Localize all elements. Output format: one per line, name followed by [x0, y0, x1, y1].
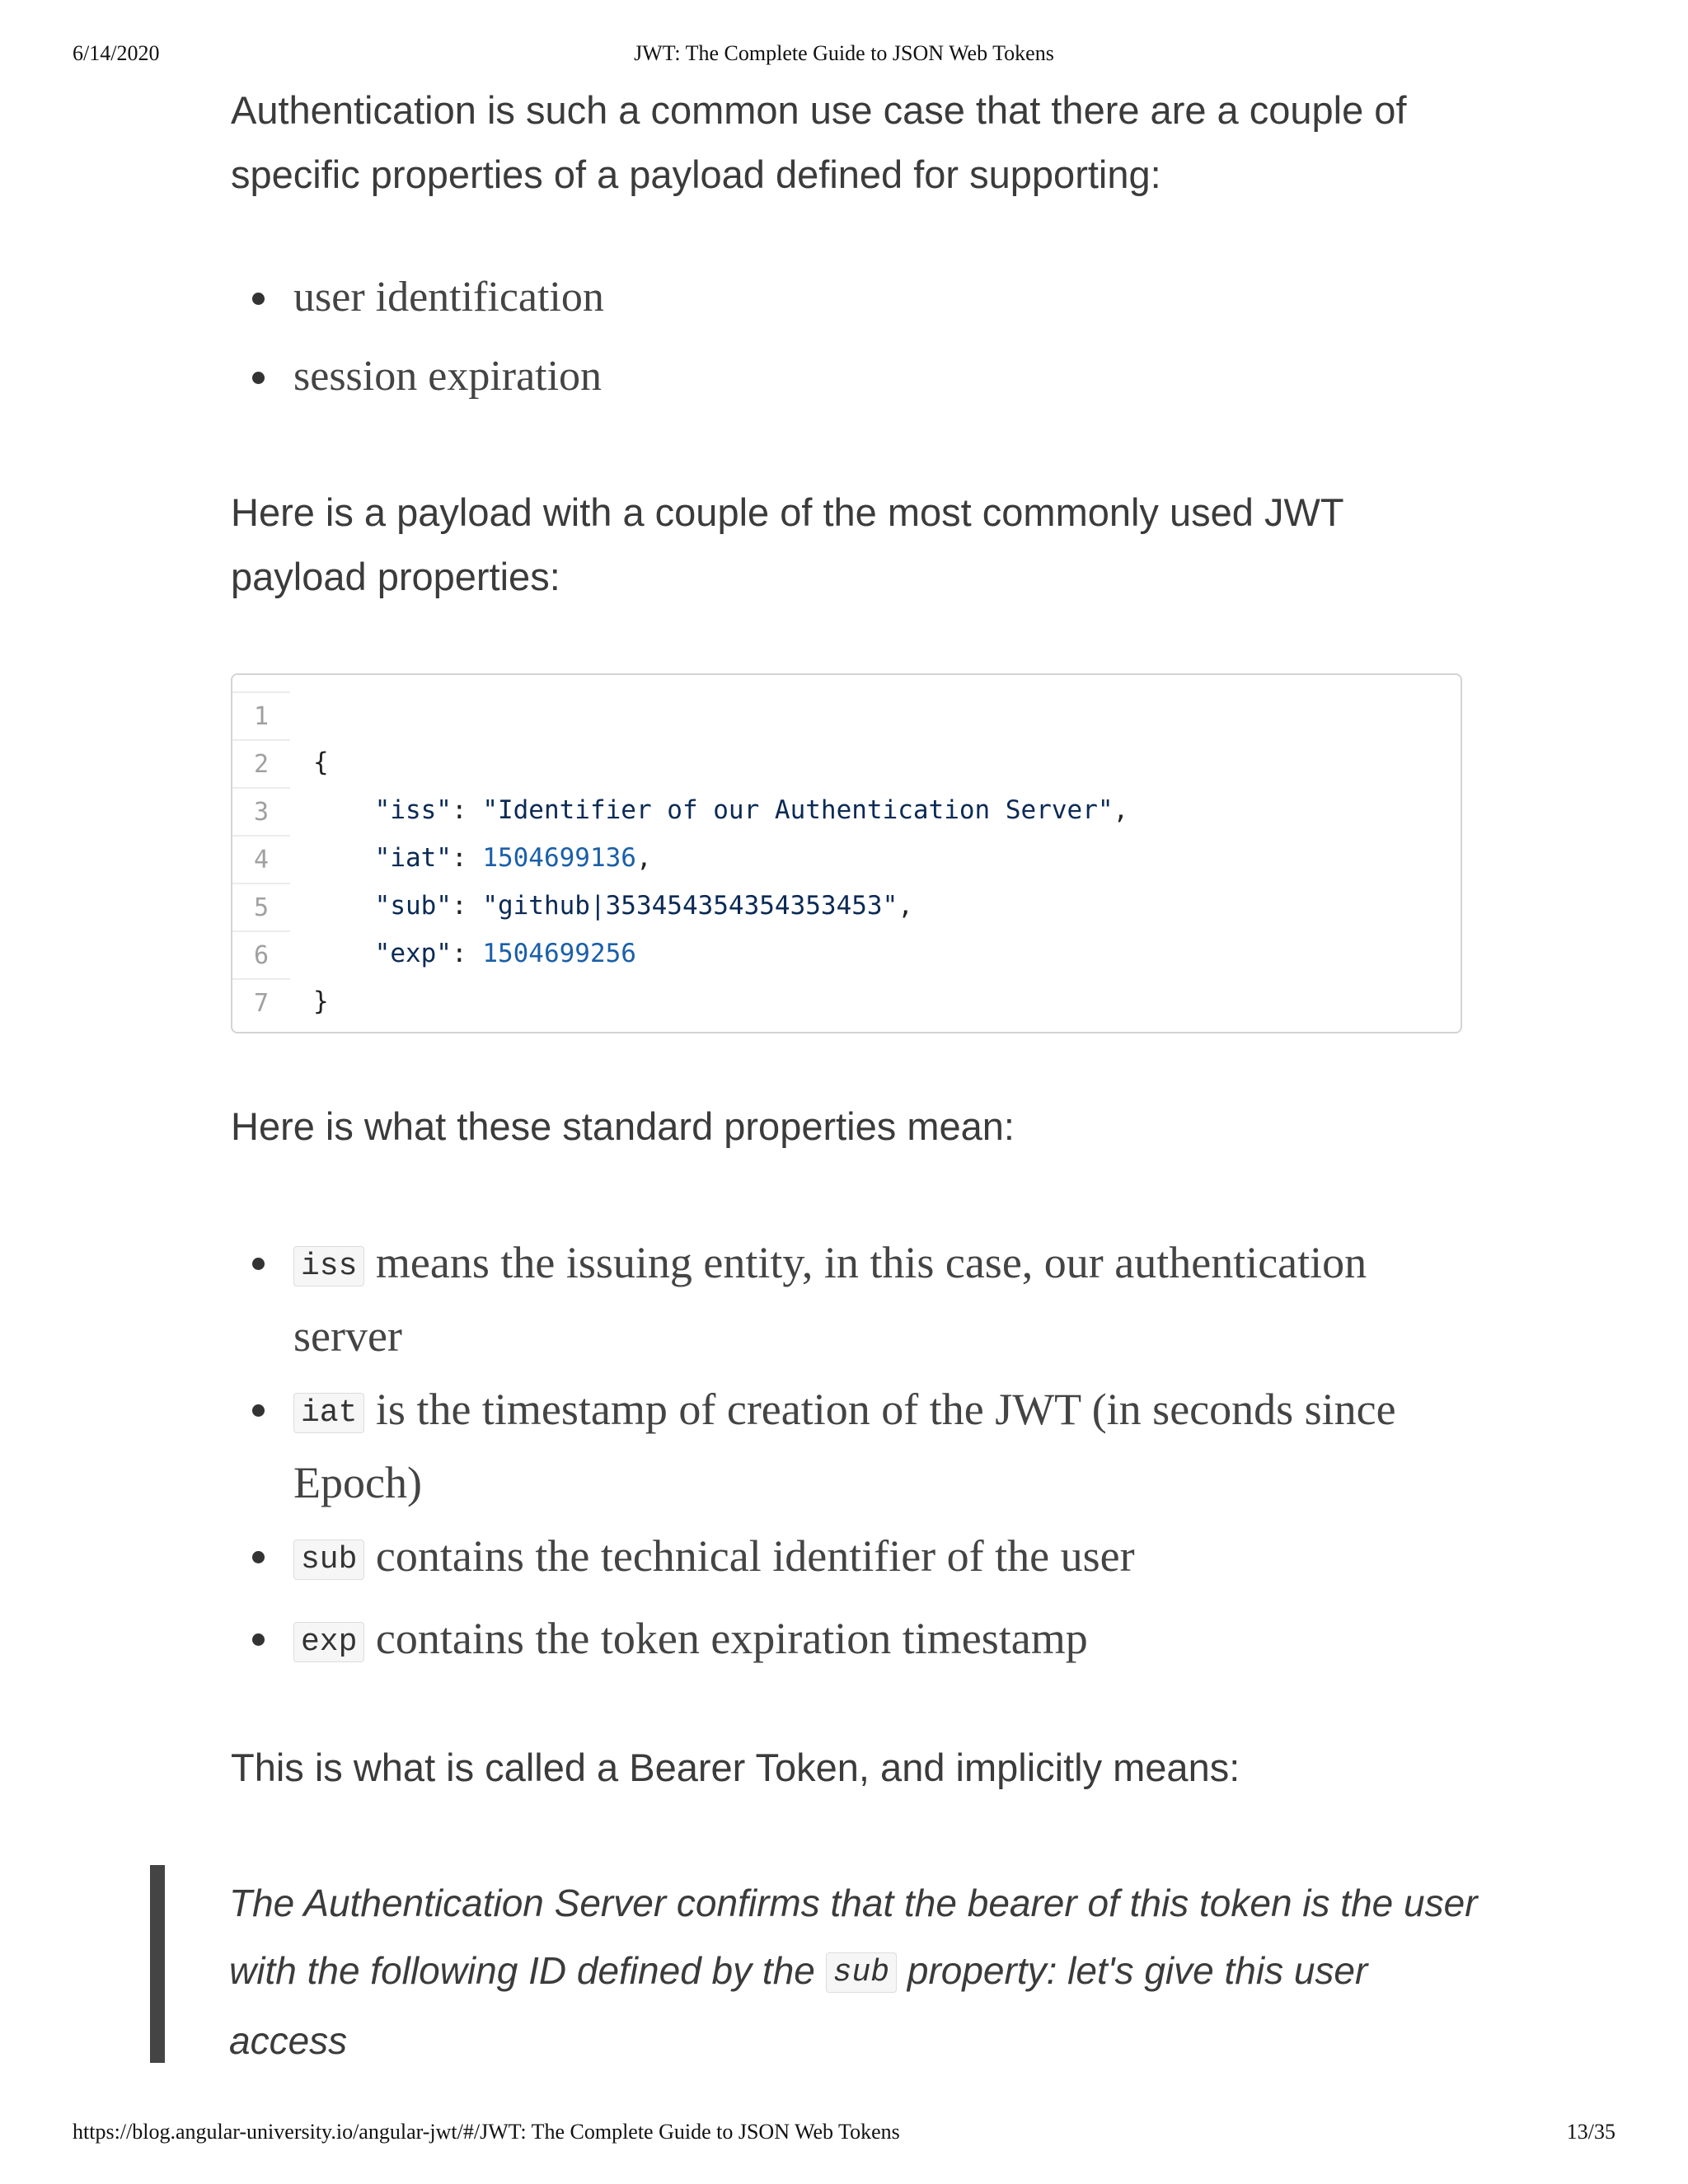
auth-properties-list — [231, 270, 1467, 429]
bullet-icon — [252, 1633, 265, 1646]
code-line: 4 "iat": 1504699136, — [232, 835, 1461, 883]
inline-code: iat — [293, 1393, 364, 1433]
blockquote: The Authentication Server confirms that the bearer of this token is the user with the following ID defined by the sub property: let's give this user access — [229, 1882, 1478, 2062]
code-line — [232, 978, 1461, 1026]
code-line — [232, 739, 1461, 787]
blockquote-bar — [150, 1865, 165, 2063]
payload-intro-paragraph: Here is a payload with a couple of the most commonly used JWT payload properties: — [231, 490, 1343, 598]
list-item: session expiration — [231, 349, 1467, 429]
list-item-iss: iss means the issuing entity, in this case, our authentication server — [231, 1228, 1467, 1375]
code-block[interactable] — [231, 673, 1462, 1033]
json-value: "github|353454354354353453" — [482, 891, 898, 921]
code-line — [232, 691, 1461, 739]
json-key: "iat" — [374, 843, 452, 873]
line-number: 1 — [232, 691, 290, 740]
intro-paragraph: Authentication is such a common use case that there are a couple of specific properties of a payload defined for supporting: — [231, 88, 1407, 196]
bullet-icon — [252, 372, 265, 384]
list-item-iat: iat is the timestamp of creation of the JWT (in seconds since Epoch) — [231, 1375, 1467, 1521]
line-number: 4 — [232, 835, 290, 883]
line-number: 2 — [232, 739, 290, 788]
page-number: 13/35 — [1566, 2120, 1615, 2144]
bearer-intro-paragraph: This is what is called a Bearer Token, and implicitly means: — [231, 1746, 1240, 1789]
print-title: JWT: The Complete Guide to JSON Web Tokens — [634, 41, 1054, 65]
meaning-intro-paragraph: Here is what these standard properties mean: — [231, 1104, 1015, 1148]
list-item-sub: sub contains the technical identifier of the user — [231, 1521, 1467, 1604]
bullet-icon — [252, 1258, 265, 1270]
property-meanings-list — [231, 1228, 1467, 1686]
inline-code: iss — [293, 1246, 364, 1286]
line-number: 6 — [232, 930, 290, 979]
line-number: 3 — [232, 787, 290, 836]
inline-code: sub — [826, 1952, 897, 1993]
line-number: 5 — [232, 883, 290, 931]
list-item-exp: exp contains the token expiration timestamp — [231, 1604, 1467, 1686]
json-value: 1504699136 — [482, 843, 636, 873]
code-line: 5 "sub": "github|353454354354353453", — [232, 883, 1461, 930]
code-line: 6 "exp": 1504699256 — [232, 930, 1461, 978]
bullet-icon — [252, 1404, 265, 1417]
list-item: user identification — [231, 270, 1467, 349]
close-brace: } — [313, 987, 329, 1016]
print-url: https://blog.angular-university.io/angular-jwt/#/JWT: The Complete Guide to JSON Web Tokens — [73, 2120, 900, 2144]
line-number: 7 — [232, 978, 290, 1027]
print-date: 6/14/2020 — [73, 41, 160, 65]
code-line: 3 "iss": "Identifier of our Authentication Server", — [232, 787, 1461, 835]
json-key: "exp" — [374, 939, 452, 968]
inline-code: sub — [293, 1540, 364, 1580]
bullet-icon — [252, 1551, 265, 1563]
json-key: "sub" — [374, 891, 452, 921]
inline-code: exp — [293, 1622, 364, 1662]
open-brace: { — [313, 748, 329, 777]
json-value: "Identifier of our Authentication Server" — [482, 795, 1114, 825]
json-value: 1504699256 — [482, 939, 636, 968]
json-key: "iss" — [374, 795, 452, 825]
bullet-icon — [252, 293, 265, 305]
